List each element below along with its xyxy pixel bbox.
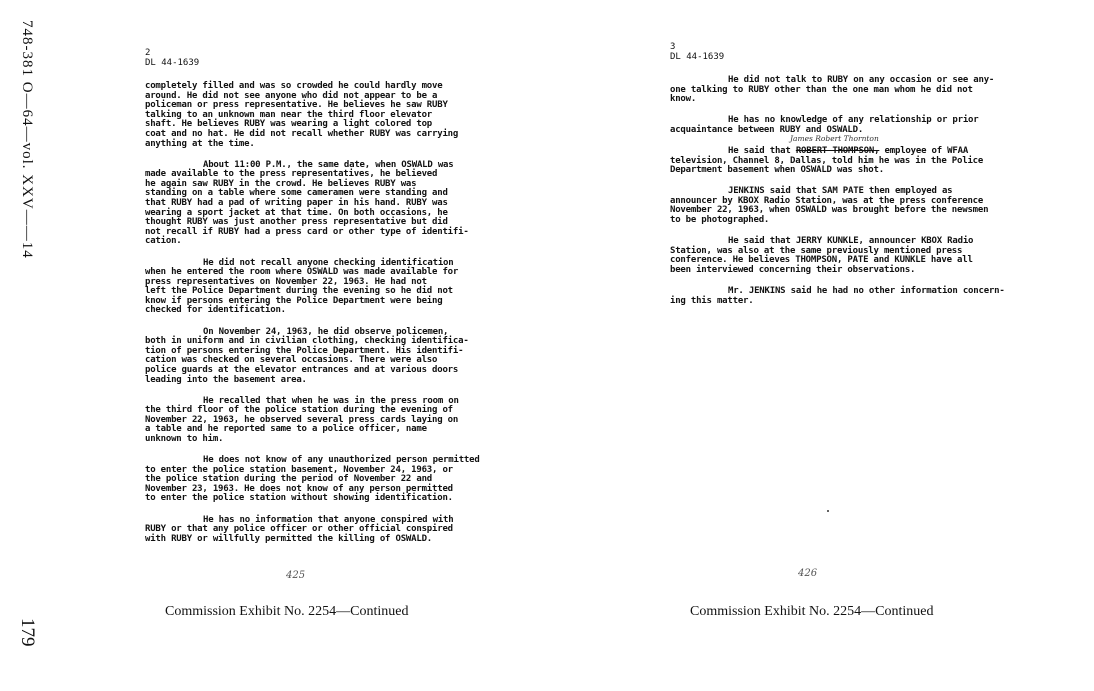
left-handwritten-number: 425 xyxy=(286,570,306,581)
text-line: anything at the time. xyxy=(145,138,255,149)
text-line: tion of persons entering the Police Department. His identifi- xyxy=(145,345,464,356)
paragraph xyxy=(670,187,1030,225)
text-line: been interviewed concerning their observations. xyxy=(670,264,916,275)
text-line: police guards at the elevator entrances and at various doors xyxy=(145,364,459,375)
paragraph xyxy=(145,161,507,247)
text-line: know if persons entering the Police Department were being xyxy=(145,295,443,306)
left-page-body xyxy=(145,82,507,556)
text-line: November 22, 1963, he observed several press cards laying on xyxy=(145,414,459,425)
right-exhibit-caption: Commission Exhibit No. 2254—Continued xyxy=(690,604,934,619)
paragraph xyxy=(145,328,507,386)
text-line: announcer by KBOX Radio Station, was at the press conference xyxy=(670,195,984,206)
text-line: acquaintance between RUBY and OSWALD. xyxy=(670,124,864,135)
text-line: with RUBY or willfully permitted the killing of OSWALD. xyxy=(145,533,433,544)
text-line: completely filled and was so crowded he could hardly move xyxy=(145,81,443,91)
text-line: He did not talk to RUBY on any occasion or see any- xyxy=(728,75,995,85)
text-line: He has no information that anyone conspired with xyxy=(203,514,454,525)
left-page-num: 2 xyxy=(145,48,151,58)
struck-name: ROBERT THOMPSON, xyxy=(795,145,880,156)
text-line: unknown to him. xyxy=(145,434,224,444)
text-line: RUBY or that any police officer or other official conspired xyxy=(145,524,453,535)
paragraph xyxy=(670,116,1030,135)
text-line: not recall if RUBY had a press card or other type of identifi- xyxy=(145,226,469,237)
paragraph xyxy=(145,259,507,317)
text-line: around. He did not see anyone who did not appear to be a xyxy=(145,90,438,101)
text-line: that RUBY had a pad of writing paper in his hand. RUBY was xyxy=(145,198,448,209)
paragraph xyxy=(670,147,1030,176)
text-line: he again saw RUBY in the crowd. He believes RUBY was xyxy=(145,178,417,189)
text-line: the police station during the period of November 22 and xyxy=(145,474,433,485)
handwritten-name-correction: James Robert Thornton xyxy=(790,134,879,143)
text-line: shaft. He believes RUBY was wearing a light colored top xyxy=(145,119,433,130)
text-line: Station, was also at the same previously mentioned press xyxy=(670,245,963,256)
text-line: the third floor of the police station during the evening of xyxy=(145,405,453,416)
text-line: made available to the press representatives, he believed xyxy=(145,169,438,180)
text-line: cation was checked on several occasions. There were also xyxy=(145,355,438,366)
text-line: policeman or press representative. He believes he saw RUBY xyxy=(145,100,448,111)
right-page-header xyxy=(670,42,724,62)
text-line: He recalled that when he was in the press room on xyxy=(203,395,459,406)
paragraph xyxy=(145,456,507,504)
left-file-number: DL 44-1639 xyxy=(145,58,200,68)
text-line: thought RUBY was just another press representative but did xyxy=(145,217,448,228)
paragraph xyxy=(145,516,507,545)
text-line: Mr. JENKINS said he had no other information concern- xyxy=(728,286,1005,296)
text-line: press representatives on November 22, 1963. He had not xyxy=(145,276,427,287)
margin-print-line: 748-381 O—64—vol. XXV——14 xyxy=(19,20,35,259)
text-line: to be photographed. xyxy=(670,215,770,226)
text-line: leading into the basement area. xyxy=(145,374,307,385)
text-fragment: employee of WFAA xyxy=(879,145,969,156)
text-line: November 23, 1963. He does not know of any person permitted xyxy=(145,483,453,494)
text-line: ing this matter. xyxy=(670,295,754,306)
paragraph xyxy=(670,237,1030,275)
text-line: coat and no hat. He did not recall whether RUBY was carrying xyxy=(145,128,459,139)
text-line: He does not know of any unauthorized person permitted xyxy=(203,455,480,466)
right-file-number: DL 44-1639 xyxy=(670,52,725,62)
text-line: JENKINS said that SAM PATE then employed as xyxy=(728,186,953,197)
right-page-body xyxy=(670,76,1030,318)
text-line: to enter the police station basement, November 24, 1963, or xyxy=(145,464,453,475)
text-line: wearing a sport jacket at that time. On both occasions, he xyxy=(145,207,448,218)
text-line: He has no knowledge of any relationship or prior xyxy=(728,115,979,126)
speck xyxy=(827,510,829,512)
right-handwritten-number: 426 xyxy=(798,568,818,579)
text-line: He said that JERRY KUNKLE, announcer KBOX Radio xyxy=(728,236,974,247)
text-line: standing on a table where some cameramen were standing and xyxy=(145,188,448,199)
text-line: left the Police Department during the evening so he did not xyxy=(145,286,453,297)
paragraph xyxy=(145,82,507,149)
page-number: 179 xyxy=(17,618,38,647)
left-exhibit-caption: Commission Exhibit No. 2254—Continued xyxy=(165,604,409,619)
text-line: Department basement when OSWALD was shot. xyxy=(670,165,884,176)
paragraph xyxy=(670,76,1030,105)
paragraph xyxy=(670,287,1030,306)
text-line: November 22, 1963, when OSWALD was brought before the newsmen xyxy=(670,205,989,216)
right-page-num: 3 xyxy=(670,42,676,52)
text-line: to enter the police station without showing identification. xyxy=(145,493,453,504)
text-line: talking to an unknown man near the third floor elevator xyxy=(145,109,433,120)
text-line: On November 24, 1963, he did observe policemen, xyxy=(203,326,449,337)
text-line: cation. xyxy=(145,236,182,247)
text-line: About 11:00 P.M., the same date, when OSWALD was xyxy=(203,159,454,170)
right-page xyxy=(547,0,1094,691)
text-line: He did not recall anyone checking identification xyxy=(203,257,454,268)
paragraph xyxy=(145,397,507,445)
text-line: a table and he reported same to a police officer, name xyxy=(145,424,427,435)
text-line: television, Channel 8, Dallas, told him he was in the Police xyxy=(670,155,984,166)
text-line: when he entered the room where OSWALD was made available for xyxy=(145,267,459,278)
text-line: checked for identification. xyxy=(145,305,286,316)
text-line: both in uniform and in civilian clothing, checking identifica- xyxy=(145,336,469,347)
text-line: know. xyxy=(670,94,697,105)
text-line: conference. He believes THOMPSON, PATE and KUNKLE have all xyxy=(670,255,973,266)
text-line: one talking to RUBY other than the one man whom he did not xyxy=(670,84,973,95)
left-page-header xyxy=(145,48,199,68)
text-fragment: He said that xyxy=(728,145,796,156)
